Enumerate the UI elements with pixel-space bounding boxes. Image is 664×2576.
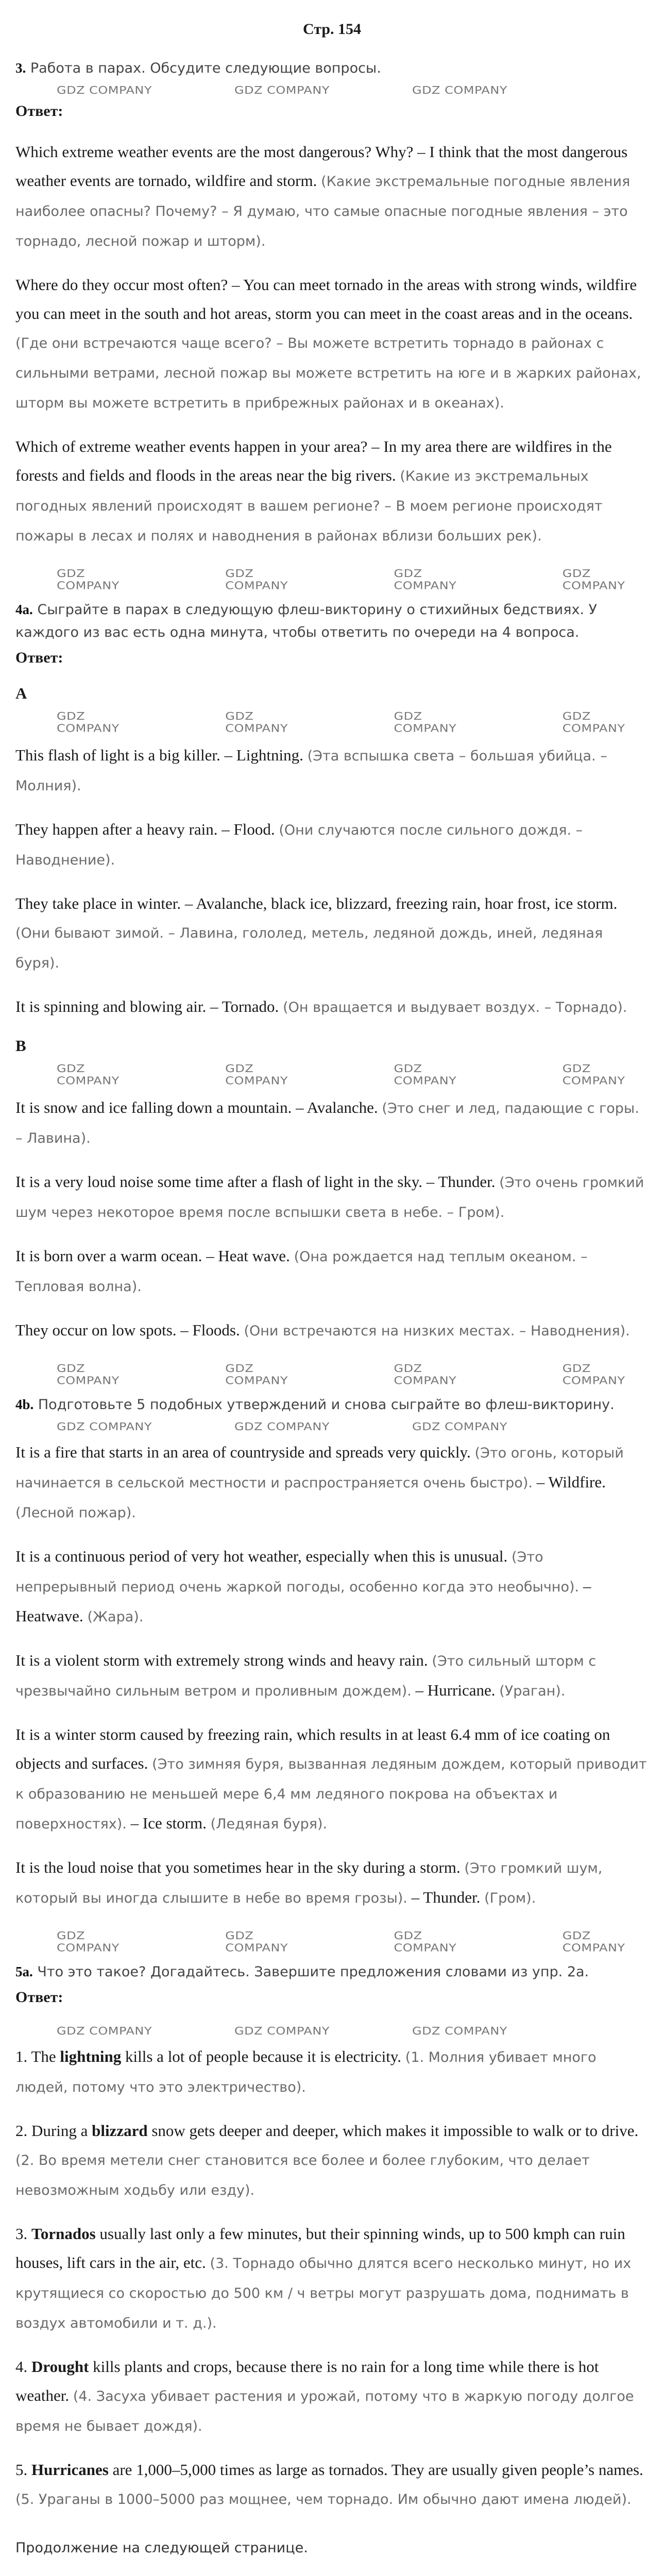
- completion-ru: (2. Во время метели снег становится все более и более глубоким, что делает невозможным ходьбу или езду).: [15, 2153, 590, 2198]
- task-text: Работа в парах. Обсудите следующие вопросы.: [30, 60, 381, 76]
- quiz-item: [15, 1242, 649, 1301]
- watermark-row: GDZ COMPANY GDZ COMPANY GDZ COMPANY GDZ COMPANY: [57, 1062, 625, 1087]
- completion-item: 3. Tornados usually last only a few minutes, but their spinning winds, up to 500 kmph can ruin houses, lift cars in the air, etc. (3. Торнадо обычно длятся всего несколько минут, но их крутящиеся со скоростью до 500 км / ч ветры могут разрушать дома, поднимать в воздух автомобили и т. д.).: [15, 2225, 632, 2331]
- quiz-ru: (Они встречаются на низких местах. – Наводнения).: [244, 1323, 630, 1339]
- answer-label: Ответ:: [15, 103, 63, 120]
- task-3-instruction: [15, 57, 649, 80]
- statement-en: It is a fire that starts in an area of countryside and spreads very quickly.: [15, 1443, 471, 1461]
- completion-item: 5. Hurricanes are 1,000–5,000 times as large as tornados. They are usually given people’s names. (5. Ураганы в 1000–5000 раз мощнее, чем торнадо. Им обычно дают имена людей).: [15, 2461, 643, 2507]
- statement-item: [15, 1438, 649, 1528]
- quiz-en: It is born over a warm ocean. – Heat wave.: [15, 1247, 290, 1265]
- completion-ru: (3. Торнадо обычно длятся всего несколько минут, но их крутящиеся со скоростью до 500 км / ч ветры могут разрушать дома, поднимать в воздух автомобили и т. д.).: [15, 2256, 632, 2331]
- task-text: Что это такое? Догадайтесь. Завершите предложения словами из упр. 2а.: [37, 1964, 589, 1980]
- answer-en: Where do they occur most often? – You can meet tornado in the areas with strong winds, wildfire you can meet in the south and hot areas, storm you can meet in the coast areas and in the oceans.: [15, 276, 637, 323]
- completion-item: 2. During a blizzard snow gets deeper and deeper, which makes it impossible to walk or to drive. (2. Во время метели снег становится все более и более глубоким, что делает невозможным ходьбу или езду).: [15, 2122, 639, 2198]
- statement-ru: (Это непрерывный период очень жаркой погоды, особенно когда это необычно).: [15, 1549, 580, 1595]
- statement-answer: – Wildfire.: [536, 1473, 606, 1491]
- task-number: 4a.: [15, 602, 33, 617]
- section-letter-b: B: [15, 1037, 26, 1055]
- quiz-item: [15, 1167, 649, 1227]
- quiz-ru: (Он вращается и выдувает воздух. – Торнадо).: [283, 999, 627, 1015]
- watermark-row: GDZ COMPANY GDZ COMPANY GDZ COMPANY GDZ COMPANY: [57, 567, 625, 592]
- key-term: lightning: [60, 2047, 122, 2065]
- key-term: Tornados: [31, 2225, 96, 2243]
- statement-en: It is the loud noise that you sometimes hear in the sky during a storm.: [15, 1858, 461, 1876]
- statement-en: It is a continuous period of very hot weather, especially when this is unusual.: [15, 1547, 508, 1565]
- statement-answer-ru: (Жара).: [87, 1609, 144, 1625]
- completion-ru: (1. Молния убивает много людей, потому что это электричество).: [15, 2049, 597, 2095]
- task-number: 3.: [15, 60, 26, 76]
- quiz-item: [15, 992, 649, 1022]
- key-term: blizzard: [92, 2122, 148, 2140]
- watermark-row: GDZ COMPANY GDZ COMPANY GDZ COMPANY GDZ COMPANY: [57, 710, 625, 735]
- quiz-en: This flash of light is a big killer. – Lightning.: [15, 746, 303, 764]
- section-letter-a: A: [15, 684, 27, 702]
- answer-en: Which extreme weather events are the most dangerous? Why? – I think that the most dangerous weather events are tornado, wildfire and storm.: [15, 143, 628, 190]
- completion-item: 1. The lightning kills a lot of people because it is electricity. (1. Молния убивает много людей, потому что это электричество).: [15, 2047, 597, 2095]
- watermark-row: GDZ COMPANY GDZ COMPANY GDZ COMPANY GDZ COMPANY: [57, 1929, 625, 1954]
- statement-item: [15, 1542, 649, 1632]
- quiz-ru: (Это очень громкий шум через некоторое время после вспышки света в небе. – Гром).: [15, 1175, 644, 1221]
- statement-answer: – Thunder.: [411, 1888, 481, 1906]
- quiz-ru: (Эта вспышка света – большая убийца. – Молния).: [15, 748, 607, 794]
- quiz-en: It is spinning and blowing air. – Tornado.: [15, 997, 279, 1015]
- quiz-en: It is a very loud noise some time after a flash of light in the sky. – Thunder.: [15, 1173, 496, 1191]
- task-number: 5a.: [15, 1964, 33, 1979]
- task-4b-instruction: [15, 1393, 649, 1416]
- quiz-ru: (Они бывают зимой. – Лавина, гололед, метель, ледяной дождь, иней, ледяная буря).: [15, 925, 603, 971]
- statement-answer: – Heatwave.: [15, 1577, 591, 1625]
- watermark-row: GDZ COMPANY GDZ COMPANY GDZ COMPANY: [57, 84, 507, 96]
- answer-paragraph: [15, 138, 649, 256]
- statement-answer: – Hurricane.: [415, 1681, 496, 1699]
- answer-ru: (Какие из экстремальных погодных явлений происходят в вашем регионе? – В моем регионе происходят пожары в лесах и полях и наводнения в районах вблизи больших рек).: [15, 468, 603, 544]
- statement-ru: (Это громкий шум, который вы иногда слышите в небе во время грозы).: [15, 1860, 603, 1906]
- quiz-ru: (Это снег и лед, падающие с горы. – Лавина).: [15, 1100, 639, 1146]
- answer-ru: (Где они встречаются чаще всего? – Вы можете встретить торнадо в районах с сильными ветрами, лесной пожар вы можете встретить на юге и в жарких районах, шторм вы можете встретить в прибрежных районах и в океанах).: [15, 335, 641, 411]
- statement-answer-ru: (Ураган).: [499, 1683, 566, 1699]
- statement-answer-ru: (Ледяная буря).: [210, 1816, 328, 1832]
- task-5a-instruction: [15, 1960, 649, 1984]
- answer-en: Which of extreme weather events happen in your area? – In my area there are wildfires in the forests and fields and floods in the areas near the big rivers.: [15, 437, 612, 484]
- statement-ru: (Это зимняя буря, вызванная ледяным дождем, который приводит к образованию не меньшей мере 6,4 мм ледяного покрова на объектах и поверхностях).: [15, 1756, 647, 1832]
- completion-ru: (5. Ураганы в 1000–5000 раз мощнее, чем торнадо. Им обычно дают имена людей).: [15, 2492, 632, 2507]
- task-text: Подготовьте 5 подобных утверждений и снова сыграйте во флеш-викторину.: [38, 1397, 615, 1413]
- answer-label: Ответ:: [15, 1989, 63, 2006]
- answer-ru: (Какие экстремальные погодные явления наиболее опасны? Почему? – Я думаю, что самые опасные погодные явления – это торнадо, лесной пожар и шторм).: [15, 174, 631, 249]
- task-text: Сыграйте в парах в следующую флеш-викторину о стихийных бедствиях. У каждого из вас есть одна минута, чтобы ответить по очереди на 4 вопроса.: [15, 602, 598, 640]
- answer-paragraph: [15, 432, 649, 551]
- quiz-en: They occur on low spots. – Floods.: [15, 1321, 240, 1339]
- page-title: Стр. 154: [302, 21, 362, 38]
- quiz-item: [15, 741, 649, 801]
- completion-item: 4. Drought kills plants and crops, because there is no rain for a long time while there is hot weather. (4. Засуха убивает растения и урожай, потому что в жаркую погоду долгое время не бывает дождя).: [15, 2358, 634, 2434]
- answer-paragraph: [15, 270, 649, 418]
- watermark-row: GDZ COMPANY GDZ COMPANY GDZ COMPANY: [57, 1420, 507, 1433]
- statement-item: [15, 1720, 649, 1839]
- quiz-item: [15, 889, 649, 978]
- statement-ru: (Это огонь, который начинается в сельской местности и распространяется очень быстро).: [15, 1445, 624, 1491]
- quiz-ru: (Они случаются после сильного дождя. – Наводнение).: [15, 822, 583, 868]
- quiz-en: They take place in winter. – Avalanche, black ice, blizzard, freezing rain, hoar frost, ice storm.: [15, 894, 618, 912]
- statement-answer: – Ice storm.: [130, 1814, 207, 1832]
- key-term: Drought: [31, 2358, 89, 2376]
- quiz-item: [15, 1093, 649, 1153]
- statement-item: [15, 1853, 649, 1913]
- task-4a-instruction: [15, 598, 649, 644]
- statement-ru: (Это сильный шторм с чрезвычайно сильным ветром и проливным дождем).: [15, 1653, 597, 1699]
- answer-label: Ответ:: [15, 649, 63, 666]
- task-number: 4b.: [15, 1397, 34, 1412]
- statement-answer-ru: (Гром).: [484, 1890, 536, 1906]
- key-term: Hurricanes: [31, 2461, 109, 2479]
- continuation-note: Продолжение на следующей странице.: [15, 2540, 308, 2556]
- statement-en: It is a violent storm with extremely strong winds and heavy rain.: [15, 1651, 428, 1669]
- quiz-item: [15, 1316, 649, 1346]
- completion-ru: (4. Засуха убивает растения и урожай, потому что в жаркую погоду долгое время не бывает дождя).: [15, 2388, 634, 2434]
- quiz-ru: (Она рождается над теплым океаном. – Тепловая волна).: [15, 1249, 588, 1295]
- statement-en: It is a winter storm caused by freezing rain, which results in at least 6.4 mm of ice coating on objects and surfaces.: [15, 1725, 610, 1772]
- quiz-en: They happen after a heavy rain. – Flood.: [15, 820, 275, 838]
- statement-answer-ru: (Лесной пожар).: [15, 1505, 136, 1521]
- statement-item: [15, 1646, 649, 1706]
- watermark-row: GDZ COMPANY GDZ COMPANY GDZ COMPANY: [57, 2025, 507, 2037]
- page: [15, 0, 649, 2556]
- quiz-en: It is snow and ice falling down a mountain. – Avalanche.: [15, 1098, 378, 1116]
- quiz-item: [15, 815, 649, 875]
- watermark-row: GDZ COMPANY GDZ COMPANY GDZ COMPANY GDZ COMPANY: [57, 1362, 625, 1387]
